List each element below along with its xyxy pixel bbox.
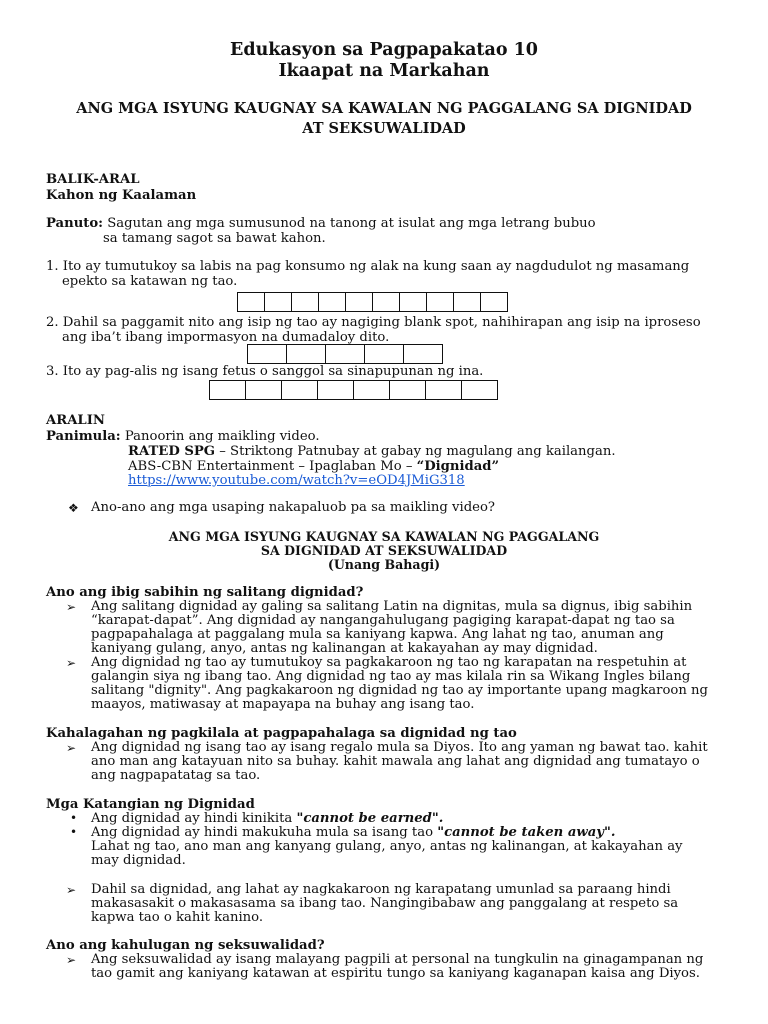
- question-1-cont: epekto sa katawan ng tao.: [62, 274, 238, 289]
- katangian-b2-l2: Lahat ng tao, ano man ang kanyang gulang, anyo, antas ng kalinangan, at kakayahan ay: [91, 839, 683, 854]
- seksuwalidad-l2: tao gamit ang kaniyang katawan at espiritu tungo sa kaniyang kaganapan kaisa ang Diyos.: [91, 966, 700, 981]
- letter-box[interactable]: [325, 344, 364, 364]
- katangian-p-l3: kapwa tao o kahit kanino.: [91, 910, 264, 925]
- dignidad-p2-l1: Ang dignidad ng tao ay tumutukoy sa pagkakaroon ng tao ng karapatan na respetuhin at: [91, 655, 687, 670]
- letter-box[interactable]: [425, 380, 461, 400]
- bullet-icon: •: [70, 811, 78, 825]
- arrow-bullet-icon: ➢: [66, 656, 77, 670]
- letter-box[interactable]: [372, 292, 399, 312]
- letter-box[interactable]: [317, 380, 353, 400]
- letter-box[interactable]: [281, 380, 317, 400]
- answer-boxes-2: [247, 344, 443, 364]
- arrow-bullet-icon: ➢: [66, 741, 77, 755]
- kahalagahan-l2: ano man ang katayuan nito sa buhay. kahit mawala ang lahat ang dignidad ang tumatayo o: [91, 754, 700, 769]
- letter-box[interactable]: [403, 344, 443, 364]
- letter-box[interactable]: [291, 292, 318, 312]
- arrow-bullet-icon: ➢: [66, 883, 77, 897]
- katangian-heading: Mga Katangian ng Dignidad: [46, 797, 255, 812]
- rated-text: – Striktong Patnubay at gabay ng magulang ang kailangan.: [215, 444, 616, 459]
- letter-box[interactable]: [247, 344, 286, 364]
- topic-title-line2: AT SEKSUWALIDAD: [302, 120, 466, 137]
- kahon-heading: Kahon ng Kaalaman: [46, 188, 197, 203]
- dignidad-p2-l4: maayos, matiwasay at mapayapa na buhay ang isang tao.: [91, 697, 475, 712]
- dignidad-p1-l4: kaniyang gulang, anyo, antas ng kalinangan at kakayahan ay may dignidad.: [91, 641, 598, 656]
- rated-spg: [128, 444, 616, 459]
- letter-box[interactable]: [364, 344, 403, 364]
- topic-title-line1: ANG MGA ISYUNG KAUGNAY SA KAWALAN NG PAGGALANG SA DIGNIDAD: [76, 100, 692, 117]
- letter-box[interactable]: [318, 292, 345, 312]
- quarter-title: Ikaapat na Markahan: [278, 61, 490, 81]
- katangian-b1-emphasis: "cannot be earned".: [296, 811, 444, 826]
- letter-box[interactable]: [245, 380, 281, 400]
- katangian-b2-text: Ang dignidad ay hindi makukuha mula sa isang tao: [91, 825, 438, 840]
- answer-boxes-3: [209, 380, 498, 400]
- letter-box[interactable]: [237, 292, 264, 312]
- answer-boxes-1: [237, 292, 508, 312]
- arrow-bullet-icon: ➢: [66, 600, 77, 614]
- guide-question: Ano-ano ang mga usaping nakapaluob pa sa maikling video?: [91, 500, 495, 515]
- dignidad-heading: Ano ang ibig sabihin ng salitang dignidad?: [46, 585, 364, 600]
- balik-aral-heading: BALIK-ARAL: [46, 172, 140, 187]
- video-title: “Dignidad”: [416, 459, 500, 474]
- dignidad-p1-l1: Ang salitang dignidad ay galing sa salitang Latin na dignitas, mula sa dignus, ibig sabihin: [91, 599, 693, 614]
- dignidad-p2-l2: galangin siya ng ibang tao. Ang dignidad ng tao ay mas kilala rin sa Wikang Ingles bilang: [91, 669, 691, 684]
- letter-box[interactable]: [480, 292, 508, 312]
- kahalagahan-heading: Kahalagahan ng pagkilala at pagpapahalaga sa dignidad ng tao: [46, 726, 517, 741]
- letter-box[interactable]: [264, 292, 291, 312]
- letter-box[interactable]: [399, 292, 426, 312]
- panuto-text-2: sa tamang sagot sa bawat kahon.: [103, 231, 326, 246]
- panuto: [46, 216, 596, 231]
- arrow-bullet-icon: ➢: [66, 953, 77, 967]
- katangian-b2: [91, 825, 615, 840]
- video-link[interactable]: https://www.youtube.com/watch?v=eOD4JMiG318: [128, 473, 465, 488]
- seksuwalidad-l1: Ang seksuwalidad ay isang malayang pagpili at personal na tungkulin na ginagampanan ng: [91, 952, 704, 967]
- diamond-bullet-icon: ❖: [68, 501, 79, 515]
- letter-box[interactable]: [453, 292, 480, 312]
- rated-label: RATED SPG: [128, 444, 216, 459]
- dignidad-p1-l2: “karapat-dapat”. Ang dignidad ay nangangahulugang pagiging karapat-dapat ng tao sa: [91, 613, 675, 628]
- letter-box[interactable]: [345, 292, 372, 312]
- katangian-b1: [91, 811, 443, 826]
- kahalagahan-l3: ang nagpapatatag sa tao.: [91, 768, 261, 783]
- letter-box[interactable]: [353, 380, 389, 400]
- panuto-text: Sagutan ang mga sumusunod na tanong at isulat ang mga letrang bubuo: [103, 216, 596, 231]
- question-2-cont: ang iba’t ibang impormasyon na dumadaloy dito.: [62, 330, 390, 345]
- letter-box[interactable]: [426, 292, 453, 312]
- dignidad-p2-l3: salitang "dignity". Ang pagkakaroon ng dignidad ng tao ay importante upang magkaroon ng: [91, 683, 708, 698]
- panimula-text: Panoorin ang maikling video.: [120, 429, 320, 444]
- question-3: 3. Ito ay pag-alis ng isang fetus o sanggol sa sinapupunan ng ina.: [46, 364, 484, 379]
- letter-box[interactable]: [389, 380, 425, 400]
- source-text: ABS-CBN Entertainment – Ipaglaban Mo –: [128, 459, 417, 474]
- section-title-3: (Unang Bahagi): [327, 557, 441, 572]
- video-source: [128, 459, 499, 474]
- panimula-label: Panimula:: [46, 429, 121, 444]
- panuto-label: Panuto:: [46, 216, 104, 231]
- katangian-b2-emphasis: "cannot be taken away".: [437, 825, 616, 840]
- section-title-2: SA DIGNIDAD AT SEKSUWALIDAD: [260, 543, 508, 558]
- letter-box[interactable]: [209, 380, 245, 400]
- seksuwalidad-heading: Ano ang kahulugan ng seksuwalidad?: [46, 938, 325, 953]
- kahalagahan-l1: Ang dignidad ng isang tao ay isang regalo mula sa Diyos. Ito ang yaman ng bawat tao. kahit: [91, 740, 708, 755]
- katangian-p-l2: makasasakit o makasasama sa ibang tao. Nangingibabaw ang panggalang at respeto sa: [91, 896, 679, 911]
- section-title-1: ANG MGA ISYUNG KAUGNAY SA KAWALAN NG PAGGALANG: [168, 529, 600, 544]
- katangian-b1-text: Ang dignidad ay hindi kinikita: [91, 811, 297, 826]
- question-2: 2. Dahil sa paggamit nito ang isip ng tao ay nagiging blank spot, nahihirapan ang isip na iproseso: [46, 315, 701, 330]
- letter-box[interactable]: [461, 380, 498, 400]
- dignidad-p1-l3: pagpapahalaga at paggalang mula sa kaniyang kapwa. Ang lahat ng tao, anuman ang: [91, 627, 664, 642]
- katangian-p-l1: Dahil sa dignidad, ang lahat ay nagkakaroon ng karapatang umunlad sa paraang hindi: [91, 882, 671, 897]
- panimula: [46, 429, 320, 444]
- letter-box[interactable]: [286, 344, 325, 364]
- aralin-heading: ARALIN: [46, 413, 105, 428]
- question-1: 1. Ito ay tumutukoy sa labis na pag konsumo ng alak na kung saan ay nagdudulot ng masamang: [46, 259, 690, 274]
- document-title: Edukasyon sa Pagpapakatao 10: [230, 40, 538, 60]
- bullet-icon: •: [70, 825, 78, 839]
- katangian-b2-l3: may dignidad.: [91, 853, 186, 868]
